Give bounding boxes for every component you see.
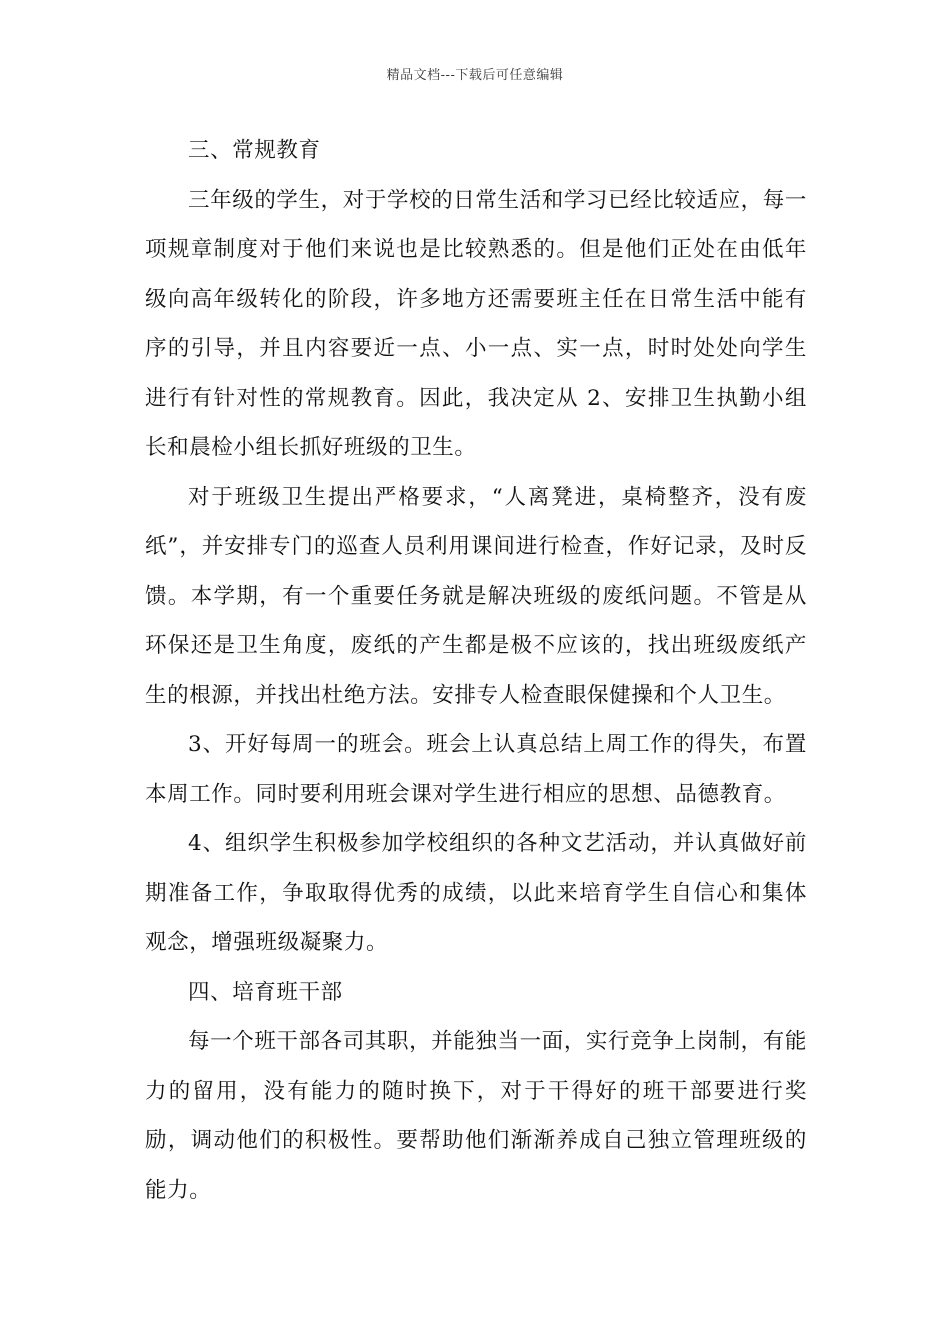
paragraph-weekly-class-meeting: 3、开好每周一的班会。班会上认真总结上周工作的得失，布置本周工作。同时要利用班会课对学生进行相应的思想、品德教育。	[145, 732, 807, 807]
document-body	[145, 126, 807, 1215]
paragraph-class-cadres: 每一个班干部各司其职，并能独当一面，实行竞争上岗制，有能力的留用，没有能力的随时换下，对于干得好的班干部要进行奖励，调动他们的积极性。要帮助他们渐渐养成自己独立管理班级的能力。	[145, 1029, 807, 1203]
page-header: 精品文档---下载后可任意编辑	[386, 68, 564, 83]
paragraph-arts-activities: 4、组织学生积极参加学校组织的各种文艺活动，并认真做好前期准备工作，争取取得优秀的成绩，以此来培育学生自信心和集体观念，增强班级凝聚力。	[145, 831, 807, 955]
section-heading-class-cadres: 四、培育班干部	[188, 979, 343, 1005]
section-heading-routine-education: 三、常规教育	[188, 138, 321, 163]
paragraph-grade-three-overview: 三年级的学生，对于学校的日常生活和学习已经比较适应，每一项规章制度对于他们来说也是比较熟悉的。但是他们正处在由低年级向高年级转化的阶段，许多地方还需要班主任在日常生活中能有序的引导，并且内容要近一点、小一点、实一点，时时处处向学生进行有针对性的常规教育。因此，我决定从 2、安排卫生执勤小组长和晨检小组长抓好班级的卫生。	[145, 187, 807, 460]
paragraph-class-hygiene: 对于班级卫生提出严格要求，“人离凳进，桌椅整齐，没有废纸”，并安排专门的巡查人员利用课间进行检查，作好记录，及时反馈。本学期，有一个重要任务就是解决班级的废纸问题。不管是从环保还是卫生角度，废纸的产生都是极不应该的，找出班级废纸产生的根源，并找出杜绝方法。安排专人检查眼保健操和个人卫生。	[145, 484, 807, 708]
